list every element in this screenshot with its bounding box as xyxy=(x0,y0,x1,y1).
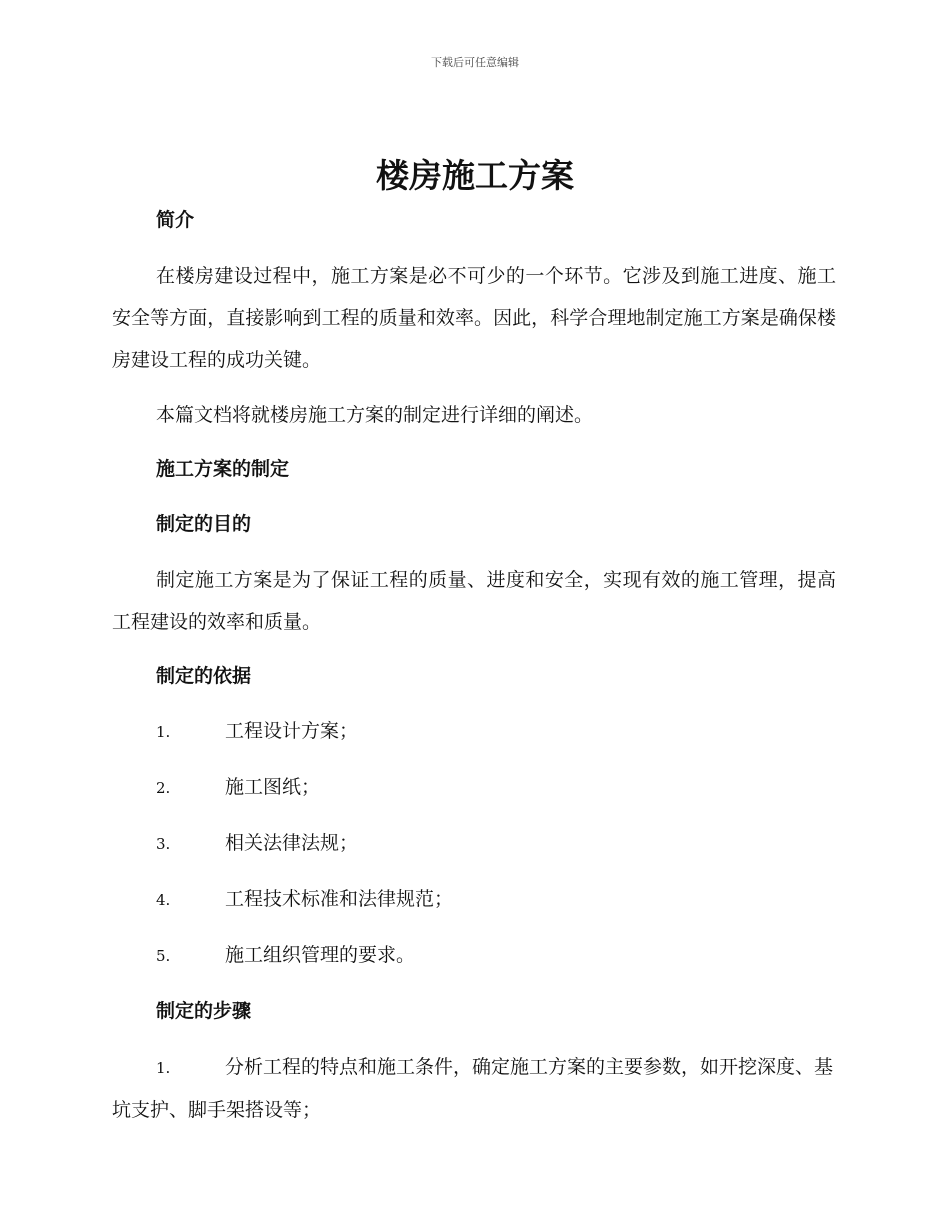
list-item xyxy=(112,711,836,752)
list-number: 1. xyxy=(156,1059,171,1077)
list-number: 2. xyxy=(156,779,171,797)
list-text: 相关法律法规； xyxy=(225,832,359,854)
purpose-heading: 制定的目的 xyxy=(156,513,252,535)
list-text: 分析工程的特点和施工条件，确定施工方案的主要参数，如开挖深度、基坑支护、脚手架搭设等； xyxy=(112,1056,834,1121)
step-item xyxy=(112,1046,836,1131)
section-heading: 施工方案的制定 xyxy=(156,458,290,480)
intro-heading: 简介 xyxy=(156,209,195,231)
list-text: 施工组织管理的要求。 xyxy=(225,944,416,966)
purpose-paragraph: 制定施工方案是为了保证工程的质量、进度和安全，实现有效的施工管理，提高工程建设的效率和质量。 xyxy=(112,569,836,633)
list-text: 工程技术标准和法律规范； xyxy=(225,888,454,910)
list-number: 1. xyxy=(156,723,171,741)
page-header: 下载后可任意编辑 xyxy=(431,56,519,69)
list-item xyxy=(112,823,836,864)
steps-heading: 制定的步骤 xyxy=(156,1000,252,1022)
document-body xyxy=(112,200,836,1131)
intro-paragraph-2: 本篇文档将就楼房施工方案的制定进行详细的阐述。 xyxy=(156,404,594,426)
list-item xyxy=(112,935,836,976)
list-number: 3. xyxy=(156,835,171,853)
list-text: 工程设计方案； xyxy=(225,720,359,742)
list-item xyxy=(112,879,836,920)
list-item xyxy=(112,767,836,808)
list-text: 施工图纸； xyxy=(225,776,321,798)
list-number: 4. xyxy=(156,891,171,909)
intro-paragraph-1: 在楼房建设过程中，施工方案是必不可少的一个环节。它涉及到施工进度、施工安全等方面，直接影响到工程的质量和效率。因此，科学合理地制定施工方案是确保楼房建设工程的成功关键。 xyxy=(112,265,836,371)
document-title: 楼房施工方案 xyxy=(376,156,574,195)
list-number: 5. xyxy=(156,947,171,965)
basis-heading: 制定的依据 xyxy=(156,665,252,687)
